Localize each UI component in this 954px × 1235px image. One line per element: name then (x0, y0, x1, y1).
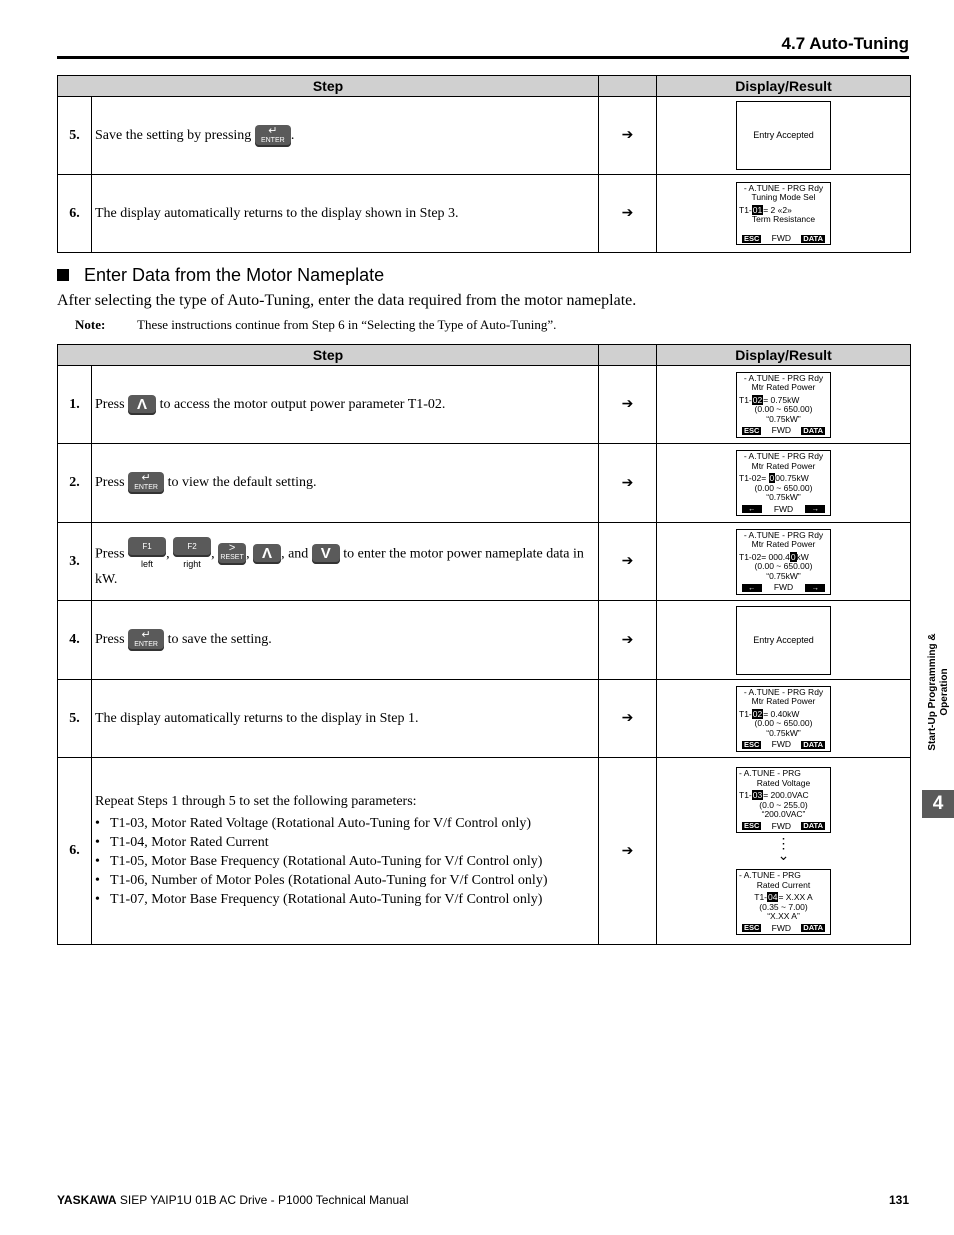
list-item: • T1-04, Motor Rated Current (95, 833, 595, 852)
arrow-icon: ➔ (599, 97, 657, 175)
arrow-icon: ➔ (599, 758, 657, 945)
up-arrow-key-icon: Λ (253, 544, 281, 564)
step-number: 2. (58, 444, 92, 523)
intro-paragraph: After selecting the type of Auto-Tuning, enter the data required from the motor nameplate. (57, 292, 637, 309)
display-header: Display/Result (657, 76, 911, 97)
square-bullet-icon (57, 269, 69, 281)
page-number: 131 (888, 1193, 909, 1207)
display-cell (657, 523, 911, 601)
arrow-header (599, 345, 657, 366)
arrow-icon: ➔ (599, 680, 657, 758)
step-number: 4. (58, 601, 92, 680)
display-cell (657, 175, 911, 253)
display-cell (657, 758, 911, 945)
step-number: 3. (58, 523, 92, 601)
lcd-display: - A.TUNE - PRG Rated Voltage T1-03= 200.0VAC (0.0 ~ 255.0) “200.0VAC” ESC FWD DATA (736, 767, 831, 833)
steps-table-2 (57, 344, 911, 945)
steps-table-1 (57, 75, 911, 253)
lcd-display: - A.TUNE - PRG Rdy Mtr Rated Power T1-02= 000.75kW (0.00 ~ 650.00) “0.75kW” ← FWD → (736, 450, 831, 516)
table-header-row (58, 345, 911, 366)
down-chevron-icon: ⋮ ⌄ (776, 837, 791, 864)
f1-key-group: F1 left (128, 537, 166, 572)
table-header-row (58, 76, 911, 97)
lcd-display: - A.TUNE - PRG Rdy Mtr Rated Power T1-02= 0.40kW (0.00 ~ 650.00) “0.75kW” ESC FWD DATA (736, 686, 831, 752)
note: Note: These instructions continue from Step 6 in “Selecting the Type of Auto-Tuning”. (75, 317, 557, 332)
side-tab-label: Start-Up Programming & Operation (927, 633, 950, 751)
footer-doc: SIEP YAIP1U 01B AC Drive - P1000 Technical Manual (116, 1193, 409, 1207)
arrow-icon: ➔ (599, 523, 657, 601)
step-text: The display automatically returns to the display shown in Step 3. (92, 175, 599, 253)
lcd-display: Entry Accepted (736, 606, 831, 675)
side-tab (924, 600, 954, 780)
section-title: 4.7 Auto-Tuning (781, 34, 909, 53)
lcd-display: Entry Accepted (736, 101, 831, 170)
enter-key-icon: ↵ ENTER (128, 629, 164, 651)
display-header: Display/Result (657, 345, 911, 366)
list-item: • T1-03, Motor Rated Voltage (Rotational Auto-Tuning for V/f Control only) (95, 814, 595, 833)
lcd-display: - A.TUNE - PRG Rated Current T1-04= X.XX A (0.35 ~ 7.00) “X.XX A” ESC FWD DATA (736, 869, 831, 935)
table-row (58, 758, 911, 945)
display-cell (657, 444, 911, 523)
step-text (92, 97, 599, 175)
table-row (58, 444, 911, 523)
down-arrow-key-icon: V (312, 544, 340, 564)
lcd-display: - A.TUNE - PRG Rdy Tuning Mode Sel T1-01= 2 «2» Term Resistance ESC FWD DATA (736, 182, 831, 246)
step-number: 1. (58, 366, 92, 444)
arrow-icon: ➔ (599, 175, 657, 253)
display-cell (657, 601, 911, 680)
step-text: Press ↵ ENTER to save the setting. (92, 601, 599, 680)
table-row (58, 601, 911, 680)
footer (57, 1193, 909, 1207)
step-number: 6. (58, 175, 92, 253)
list-item: • T1-07, Motor Base Frequency (Rotational Auto-Tuning for V/f Control only) (95, 890, 595, 909)
enter-key-icon: ↵ ENTER (255, 125, 291, 147)
reset-key-icon: > RESET (218, 543, 246, 565)
table-row (58, 366, 911, 444)
chapter-tab: 4 (922, 790, 954, 818)
parameter-list (95, 814, 595, 909)
table-row (58, 97, 911, 175)
table-row (58, 523, 911, 601)
step-text: Press ↵ ENTER to view the default setting. (92, 444, 599, 523)
arrow-icon: ➔ (599, 444, 657, 523)
list-item: • T1-06, Number of Motor Poles (Rotational Auto-Tuning for V/f Control only) (95, 871, 595, 890)
f2-key-icon: F2 (173, 537, 211, 557)
up-arrow-key-icon: Λ (128, 395, 156, 415)
arrow-icon: ➔ (599, 366, 657, 444)
section-header (57, 34, 909, 59)
step-text: The display automatically returns to the display in Step 1. (92, 680, 599, 758)
f1-key-icon: F1 (128, 537, 166, 557)
f2-key-group: F2 right (173, 537, 211, 572)
step-text: Press Λ to access the motor output power parameter T1-02. (92, 366, 599, 444)
lcd-display: - A.TUNE - PRG Rdy Mtr Rated Power T1-02= 0.75kW (0.00 ~ 650.00) “0.75kW” ESC FWD DATA (736, 372, 831, 438)
step-header: Step (58, 345, 599, 366)
footer-brand: YASKAWA (57, 1193, 117, 1207)
step-text-part: . (290, 127, 295, 143)
step-text (92, 758, 599, 945)
display-cell (657, 366, 911, 444)
step-header: Step (58, 76, 599, 97)
arrow-header (599, 76, 657, 97)
display-cell (657, 680, 911, 758)
table-row (58, 175, 911, 253)
arrow-icon: ➔ (599, 601, 657, 680)
step-number: 5. (58, 97, 92, 175)
step-number: 5. (58, 680, 92, 758)
enter-key-icon: ↵ ENTER (128, 472, 164, 494)
table-row (58, 680, 911, 758)
lcd-display: - A.TUNE - PRG Rdy Mtr Rated Power T1-02= 000.40kW (0.00 ~ 650.00) “0.75kW” ← FWD → (736, 529, 831, 595)
step-number: 6. (58, 758, 92, 945)
step-intro: Repeat Steps 1 through 5 to set the following parameters: (95, 793, 417, 809)
list-item: • T1-05, Motor Base Frequency (Rotational Auto-Tuning for V/f Control only) (95, 852, 595, 871)
display-cell (657, 97, 911, 175)
step-text-part: Save the setting by pressing (95, 127, 252, 143)
step-text: Press F1 left , F2 right , > RESET , Λ , and V to enter the motor power nameplate data in kW. (92, 523, 599, 601)
section-heading: Enter Data from the Motor Nameplate (57, 265, 384, 286)
